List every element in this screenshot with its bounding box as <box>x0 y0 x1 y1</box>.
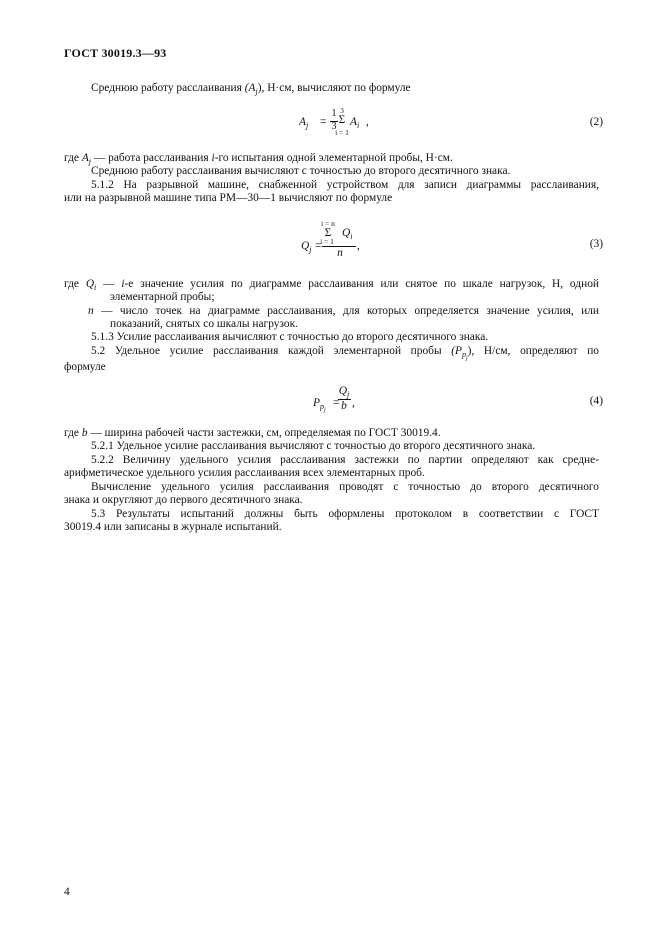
paragraph-5-2-line1: 5.2 Удельное усилие расслаивания каждой элементарной пробы $(P_{p_j})$, Н/см, определяют по <box>91 345 599 362</box>
definition-b: где b — ширина рабочей части застежки, см, определяемая по ГОСТ 30019.4. <box>64 427 441 439</box>
document-header: ГОСТ 30019.3—93 <box>64 46 167 60</box>
definition-n: n — число точек на диаграмме расслаивания, для которых определяется значение усилия, или <box>88 305 599 317</box>
equation-number-4: (4) <box>589 395 603 407</box>
definition-Aj: где $A_j$ — работа расслаивания i-го испытания одной элементарной пробы, Н·см. <box>64 152 453 166</box>
definition-n-cont: показаний, снятых со шкалы нагрузок. <box>110 318 298 330</box>
paragraph-5-1-3: 5.1.3 Усилие расслаивания вычисляют с точностью до второго десятичного знака. <box>91 331 489 343</box>
formula-3-term: $Q_i$ <box>342 227 353 241</box>
paragraph-rounding-line1: Вычисление удельного усилия расслаивания проводят с точностью до второго десятичного <box>91 481 599 493</box>
paragraph-5-2-2-line1: 5.2.2 Величину удельного усилия расслаивания застежки по партии определяют как средне- <box>91 454 599 466</box>
definition-Qi-cont: элементарной пробы; <box>110 291 215 303</box>
paragraph-mean-work: Среднюю работу расслаивания $(A_j)$, Н·см, вычисляют по формуле <box>91 82 411 96</box>
paragraph-5-1-2-line1: 5.1.2 На разрывной машине, снабженной устройством для записи диаграммы расслаивания, <box>91 179 599 191</box>
formula-2-term: $A_i$ <box>350 116 360 130</box>
paragraph-5-2-2-line2: арифметическое удельного усилия расслаивания всех элементарных проб. <box>64 467 425 479</box>
definition-Qi: где $Q_i$ — i-е значение усилия по диаграмме расслаивания или снятое по шкале нагрузок, Н, одной <box>64 278 599 292</box>
paragraph-5-2-line2: формуле <box>64 361 106 373</box>
paragraph-5-3-line2: 30019.4 или записаны в журнале испытаний. <box>64 521 282 533</box>
paragraph-5-1-2-line2: или на разрывной машине типа РМ—30—1 вычисляют по формуле <box>64 192 393 204</box>
paragraph-5-2-1: 5.2.1 Удельное усилие расслаивания вычисляют с точностью до второго десятичного знака. <box>91 440 536 452</box>
formula-4-num: $Q_j$ <box>338 385 350 399</box>
paragraph-rounding-line2: знака и округляют до первого десятичного знака. <box>64 494 303 506</box>
formula-4-lhs: $P_{p_j}$ <box>313 397 326 414</box>
paragraph-precision: Среднюю работу расслаивания вычисляют с точностью до второго десятичного знака. <box>91 165 511 177</box>
formula-3-lhs: $Q_j$ <box>301 240 312 254</box>
equation-number-2: (2) <box>589 116 603 128</box>
sum-symbol: Σ <box>324 227 332 239</box>
paragraph-5-3-line1: 5.3 Результаты испытаний должны быть оформлены протоколом в соответствии с ГОСТ <box>91 508 599 520</box>
page-number: 4 <box>64 886 70 898</box>
formula-2-lhs: $A_j$ <box>299 116 309 130</box>
sum-symbol: Σ <box>338 114 346 126</box>
equation-number-3: (3) <box>589 238 603 250</box>
